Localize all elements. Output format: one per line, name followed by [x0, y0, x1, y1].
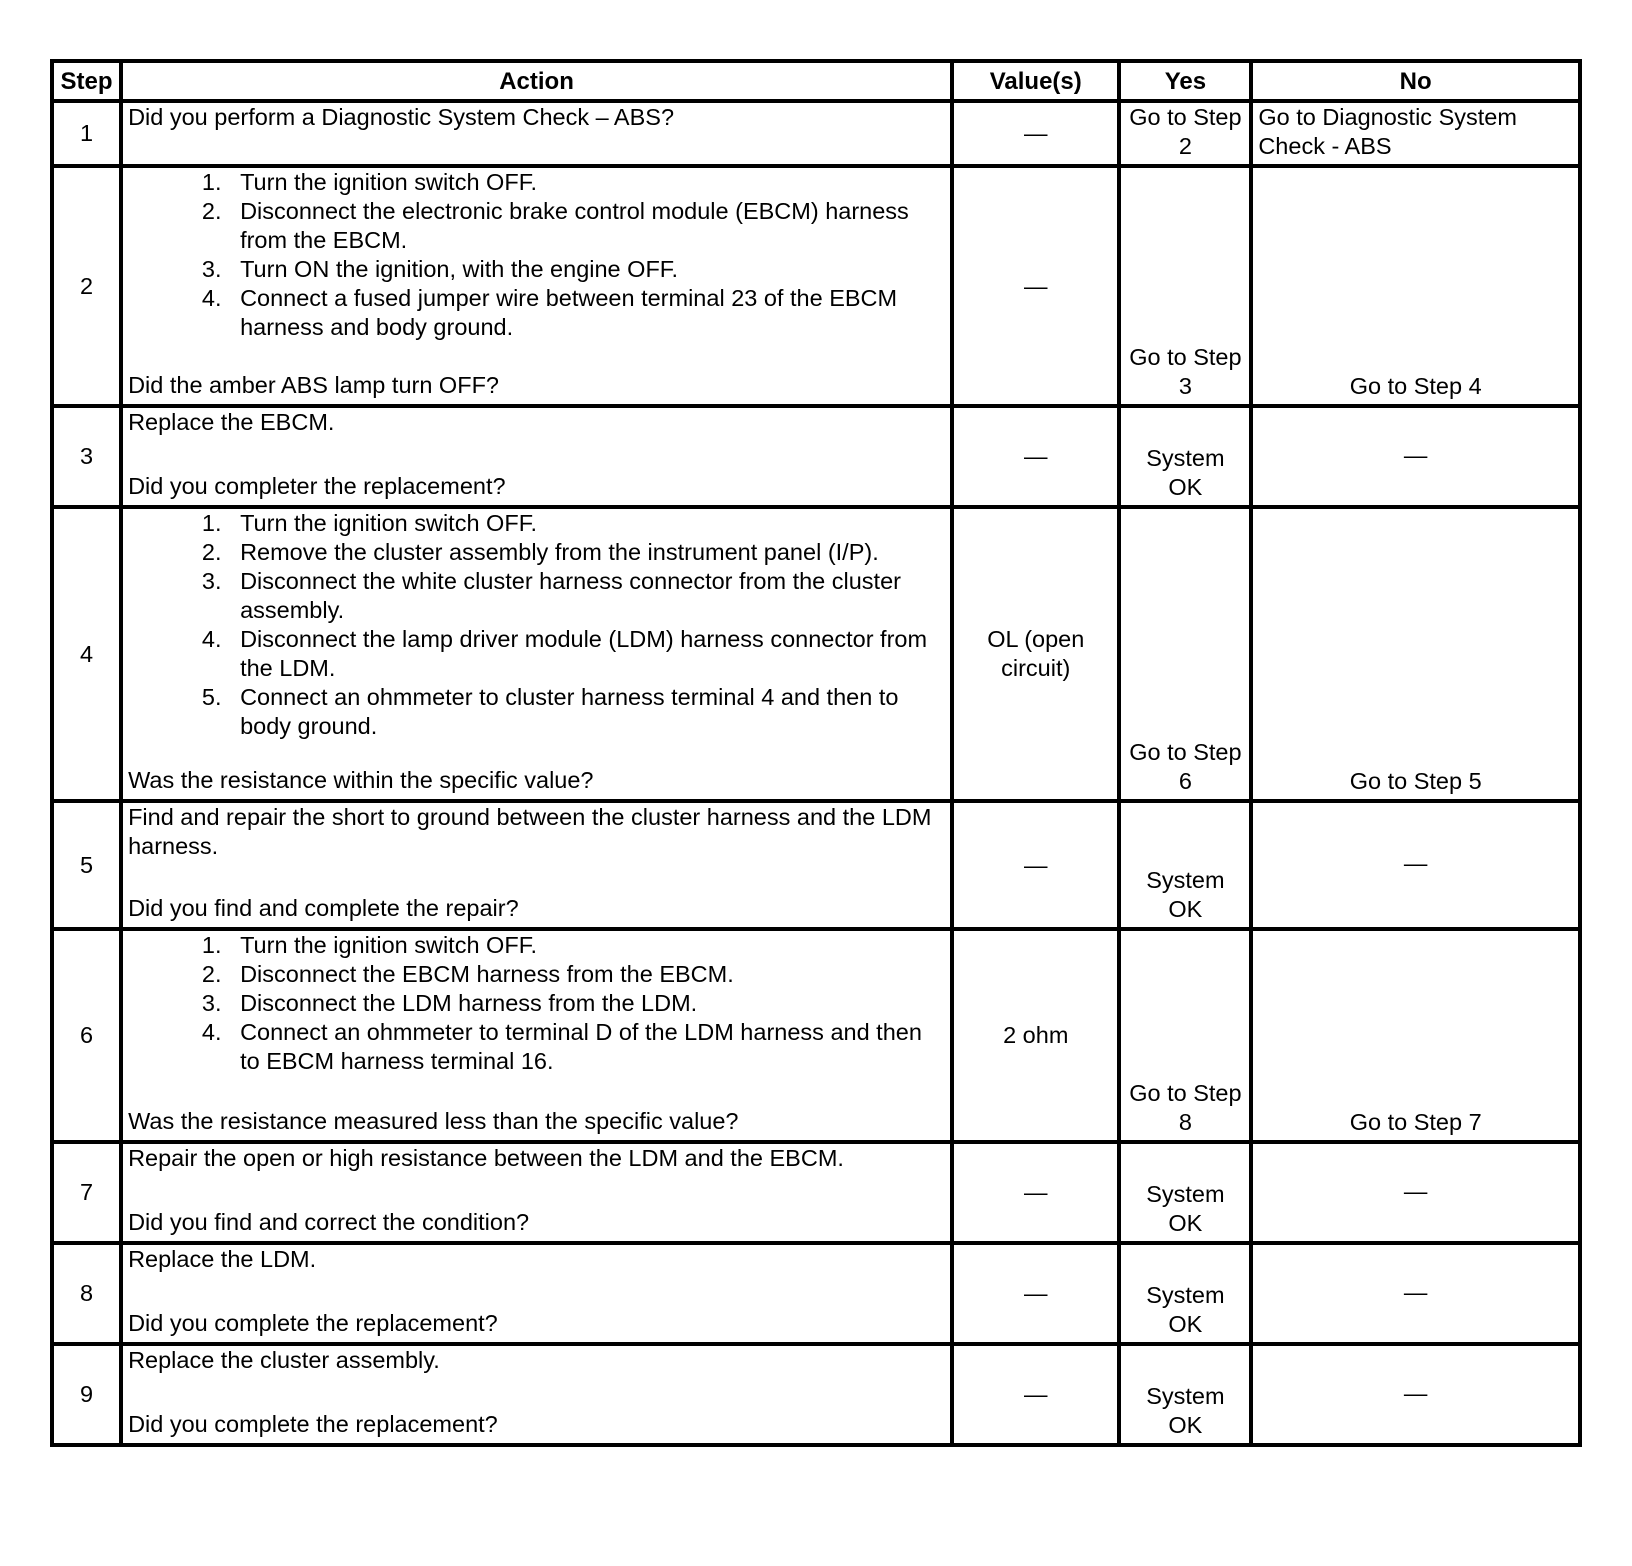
list-item: 3. Turn ON the ignition, with the engine OFF. — [228, 255, 945, 284]
no-cell: — — [1251, 1142, 1580, 1243]
yes-cell: System OK — [1119, 406, 1251, 507]
yes-cell: Go to Step 3 — [1119, 166, 1251, 406]
action-cell — [121, 929, 952, 1142]
list-item: 2. Disconnect the EBCM harness from the EBCM. — [228, 960, 945, 989]
action-question: Was the resistance within the specific value? — [128, 767, 594, 793]
action-steps-list — [128, 931, 945, 1076]
step-number: 4 — [52, 507, 121, 801]
value-cell: — — [952, 166, 1119, 406]
table-row — [52, 101, 1580, 166]
action-instruction: Replace the EBCM. — [128, 409, 335, 435]
no-cell: Go to Step 5 — [1251, 507, 1580, 801]
table-row — [52, 166, 1580, 406]
action-cell — [121, 101, 952, 166]
table-row — [52, 406, 1580, 507]
action-cell — [121, 1243, 952, 1344]
header-no: No — [1251, 61, 1580, 101]
no-cell: Go to Step 4 — [1251, 166, 1580, 406]
header-yes: Yes — [1119, 61, 1251, 101]
action-instruction: Did you perform a Diagnostic System Check – ABS? — [128, 104, 675, 130]
action-cell — [121, 1344, 952, 1445]
step-number: 5 — [52, 801, 121, 929]
step-number: 7 — [52, 1142, 121, 1243]
diagnostic-table — [50, 59, 1582, 1447]
list-item: 4. Connect a fused jumper wire between terminal 23 of the EBCM harness and body ground. — [228, 284, 945, 342]
list-item: 3. Disconnect the white cluster harness connector from the cluster assembly. — [228, 567, 945, 625]
value-cell: — — [952, 101, 1119, 166]
action-cell — [121, 166, 952, 406]
header-step: Step — [52, 61, 121, 101]
action-cell — [121, 801, 952, 929]
action-instruction: Replace the cluster assembly. — [128, 1347, 440, 1373]
table-row — [52, 801, 1580, 929]
action-question: Did you find and correct the condition? — [128, 1209, 530, 1235]
no-cell: Go to Diagnostic System Check - ABS — [1251, 101, 1580, 166]
value-cell: — — [952, 1142, 1119, 1243]
table-row — [52, 507, 1580, 801]
value-cell: — — [952, 1344, 1119, 1445]
action-question: Did you find and complete the repair? — [128, 895, 519, 921]
step-number: 1 — [52, 101, 121, 166]
no-cell: — — [1251, 801, 1580, 929]
header-action: Action — [121, 61, 952, 101]
value-cell: — — [952, 1243, 1119, 1344]
no-cell: — — [1251, 406, 1580, 507]
list-item: 5. Connect an ohmmeter to cluster harness terminal 4 and then to body ground. — [228, 683, 945, 741]
step-number: 3 — [52, 406, 121, 507]
step-number: 9 — [52, 1344, 121, 1445]
list-item: 4. Disconnect the lamp driver module (LDM) harness connector from the LDM. — [228, 625, 945, 683]
table-row — [52, 929, 1580, 1142]
yes-cell: System OK — [1119, 801, 1251, 929]
table-row — [52, 1243, 1580, 1344]
step-number: 6 — [52, 929, 121, 1142]
list-item: 3. Disconnect the LDM harness from the LDM. — [228, 989, 945, 1018]
value-cell: 2 ohm — [952, 929, 1119, 1142]
list-item: 2. Disconnect the electronic brake control module (EBCM) harness from the EBCM. — [228, 197, 945, 255]
yes-cell: System OK — [1119, 1142, 1251, 1243]
yes-cell: Go to Step 8 — [1119, 929, 1251, 1142]
action-instruction: Replace the LDM. — [128, 1246, 317, 1272]
step-number: 2 — [52, 166, 121, 406]
action-question: Did you complete the replacement? — [128, 1411, 498, 1437]
list-item: 1. Turn the ignition switch OFF. — [228, 931, 945, 960]
yes-cell: System OK — [1119, 1344, 1251, 1445]
action-instruction: Find and repair the short to ground between the cluster harness and the LDM harness. — [128, 804, 932, 859]
action-question: Did you completer the replacement? — [128, 473, 506, 499]
action-cell — [121, 1142, 952, 1243]
action-steps-list — [128, 168, 945, 342]
list-item: 4. Connect an ohmmeter to terminal D of the LDM harness and then to EBCM harness terminal 16. — [228, 1018, 945, 1076]
list-item: 2. Remove the cluster assembly from the instrument panel (I/P). — [228, 538, 945, 567]
table-row — [52, 1142, 1580, 1243]
yes-cell: Go to Step 2 — [1119, 101, 1251, 166]
action-question: Did you complete the replacement? — [128, 1310, 498, 1336]
action-question: Did the amber ABS lamp turn OFF? — [128, 372, 499, 398]
yes-cell: Go to Step 6 — [1119, 507, 1251, 801]
no-cell: — — [1251, 1344, 1580, 1445]
header-row — [52, 61, 1580, 101]
header-values: Value(s) — [952, 61, 1119, 101]
action-cell — [121, 406, 952, 507]
action-question: Was the resistance measured less than the specific value? — [128, 1108, 739, 1134]
action-steps-list — [128, 509, 945, 741]
list-item: 1. Turn the ignition switch OFF. — [228, 509, 945, 538]
action-cell — [121, 507, 952, 801]
no-cell: — — [1251, 1243, 1580, 1344]
value-cell: OL (open circuit) — [952, 507, 1119, 801]
action-instruction: Repair the open or high resistance between the LDM and the EBCM. — [128, 1145, 844, 1171]
step-number: 8 — [52, 1243, 121, 1344]
yes-cell: System OK — [1119, 1243, 1251, 1344]
value-cell: — — [952, 801, 1119, 929]
no-cell: Go to Step 7 — [1251, 929, 1580, 1142]
list-item: 1. Turn the ignition switch OFF. — [228, 168, 945, 197]
value-cell: — — [952, 406, 1119, 507]
table-row — [52, 1344, 1580, 1445]
